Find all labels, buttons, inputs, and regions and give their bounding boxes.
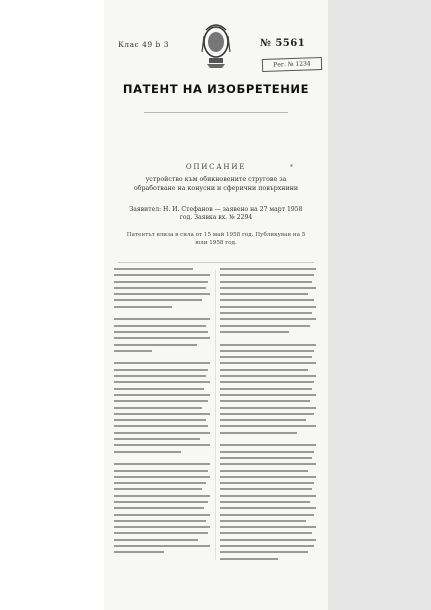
body-text-line (114, 539, 198, 541)
body-text-line (114, 520, 206, 522)
body-text-line (114, 337, 210, 339)
body-text-line (114, 545, 210, 547)
body-text-line (220, 413, 314, 415)
publication-info: Патентът влиза в сила от 15 май 1958 год. Публикуван на 5 юли 1958 год. (126, 232, 306, 246)
body-text-line (114, 375, 206, 377)
body-text-line (220, 394, 316, 396)
body-text-line (220, 476, 316, 478)
registration-stamp: Рег. № 1234 (262, 57, 322, 72)
body-text-line (220, 432, 297, 434)
body-text-line (114, 350, 152, 352)
body-text-line (220, 362, 316, 364)
body-text-line (220, 407, 316, 409)
body-text-line (114, 444, 210, 446)
body-text-line (220, 488, 312, 490)
body-text-line (220, 356, 312, 358)
body-text-line (220, 457, 312, 459)
body-text-line (114, 501, 208, 503)
column-top-rule (118, 262, 314, 263)
body-text-line (114, 432, 210, 434)
body-text-line (114, 388, 204, 390)
body-text-line (114, 299, 202, 301)
patent-number: № 5561 (260, 38, 306, 49)
body-text-line (220, 287, 316, 289)
body-text-line (220, 558, 278, 560)
body-text-line (220, 470, 308, 472)
body-text-line (114, 463, 210, 465)
body-text-line (220, 419, 306, 421)
body-text-line (114, 344, 197, 346)
body-text-line (114, 514, 210, 516)
body-text-line (114, 369, 208, 371)
body-text-line (220, 369, 308, 371)
body-text-line (114, 287, 206, 289)
body-text-line (220, 451, 314, 453)
body-text-line (220, 306, 316, 308)
body-text-line (220, 318, 316, 320)
body-text-line (220, 495, 316, 497)
body-text-line (220, 268, 316, 270)
body-text-line (220, 344, 316, 346)
body-text-line (220, 381, 314, 383)
body-text-line (220, 482, 314, 484)
body-text-line (220, 325, 310, 327)
body-text-line (220, 299, 314, 301)
body-text-line (220, 400, 310, 402)
section-label: ОПИСАНИЕ (185, 163, 247, 171)
body-text-line (220, 281, 312, 283)
left-margin-background (0, 0, 104, 610)
body-text-line (114, 400, 208, 402)
body-text-line (220, 539, 316, 541)
body-text-line (114, 451, 181, 453)
document-title: ПАТЕНТ НА ИЗОБРЕТЕНИЕ (122, 82, 310, 96)
class-number: Клас 49 b 3 (118, 40, 170, 49)
body-text-line (220, 350, 314, 352)
body-text-line (220, 312, 312, 314)
body-text-right-column (220, 268, 316, 568)
body-text-left-column (114, 268, 210, 568)
body-text-line (114, 381, 210, 383)
body-text-line (114, 419, 206, 421)
right-margin-background (328, 0, 431, 610)
body-text-line (114, 532, 208, 534)
body-text-line (114, 407, 202, 409)
section-mark: * (290, 164, 293, 171)
body-text-line (114, 413, 210, 415)
body-text-line (114, 470, 208, 472)
invention-title: устройство към обикновените стругове за обработване на конусни и сферични повърхнини (133, 176, 299, 192)
body-text-line (220, 514, 314, 516)
body-text-line (114, 281, 208, 283)
body-text-line (220, 274, 314, 276)
patent-document-page (104, 0, 328, 610)
body-text-line (114, 438, 200, 440)
state-emblem-icon (200, 22, 232, 70)
body-text-line (114, 274, 210, 276)
body-text-line (114, 476, 210, 478)
column-divider (215, 270, 216, 560)
body-text-line (114, 488, 202, 490)
body-text-line (220, 526, 316, 528)
body-text-line (114, 268, 193, 270)
body-text-line (220, 545, 314, 547)
body-text-line (114, 362, 210, 364)
body-text-line (220, 375, 316, 377)
body-text-line (114, 293, 210, 295)
body-text-line (220, 551, 308, 553)
body-text-line (220, 331, 289, 333)
body-text-line (220, 520, 306, 522)
body-text-line (114, 331, 208, 333)
title-divider (144, 112, 288, 113)
body-text-line (220, 507, 316, 509)
body-text-line (220, 501, 310, 503)
body-text-line (114, 306, 172, 308)
body-text-line (220, 444, 316, 446)
body-text-line (114, 318, 210, 320)
body-text-line (220, 425, 316, 427)
body-text-line (220, 463, 316, 465)
body-text-line (114, 526, 210, 528)
body-text-line (114, 495, 210, 497)
body-text-line (114, 482, 206, 484)
body-text-line (114, 325, 206, 327)
body-text-line (114, 425, 208, 427)
body-text-line (114, 394, 210, 396)
body-text-line (220, 532, 312, 534)
body-text-line (114, 551, 164, 553)
body-text-line (114, 507, 204, 509)
applicant-info: Заявител: Н. И. Стефанов — заявено на 27 март 1958 год. Заявка вх. № 2294 (129, 206, 303, 222)
body-text-line (220, 293, 308, 295)
body-text-line (220, 388, 312, 390)
